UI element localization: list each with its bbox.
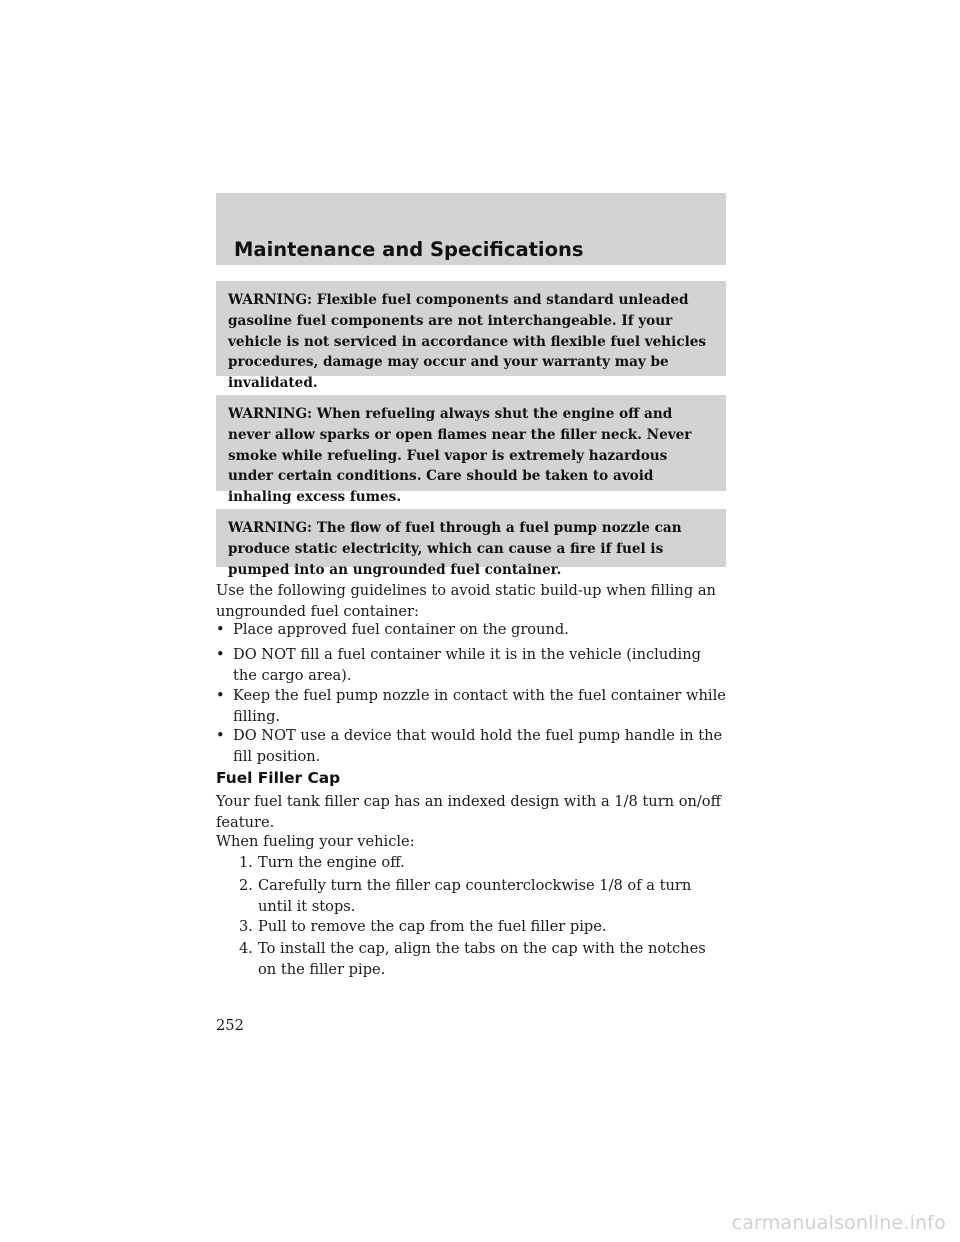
section-title: Maintenance and Specifications: [234, 238, 584, 261]
section-heading: Fuel Filler Cap: [216, 769, 341, 787]
bullet-mark: •: [216, 621, 225, 638]
step-number: 2.: [239, 877, 253, 894]
step-text: Pull to remove the cap from the fuel filler pipe.: [258, 918, 607, 935]
numbered-step: [239, 853, 726, 874]
step-number: 3.: [239, 918, 253, 935]
bullet-mark: •: [216, 727, 225, 744]
list-item-text: Place approved fuel container on the ground.: [233, 621, 569, 638]
step-text: Turn the engine off.: [258, 854, 405, 871]
step-number: 4.: [239, 940, 253, 957]
watermark-text: carmanualsonline.info: [731, 1212, 946, 1234]
page-number: 252: [216, 1017, 244, 1034]
list-item: [216, 726, 726, 767]
step-number: 1.: [239, 854, 253, 871]
list-item: [216, 620, 726, 641]
numbered-step: [239, 939, 726, 980]
bullet-mark: •: [216, 646, 225, 663]
section-paragraph: Your fuel tank filler cap has an indexed design with a 1/8 turn on/off feature.: [216, 793, 721, 831]
list-item-text: DO NOT use a device that would hold the fuel pump handle in the fill position.: [233, 727, 723, 765]
bullet-mark: •: [216, 687, 225, 704]
list-item-text: Keep the fuel pump nozzle in contact with the fuel container while filling.: [233, 687, 726, 725]
steps-lead: When fueling your vehicle:: [216, 833, 415, 850]
numbered-step: [239, 876, 726, 917]
section-header-bar: [216, 193, 726, 265]
list-item: [216, 645, 726, 686]
step-text: Carefully turn the filler cap counterclockwise 1/8 of a turn until it stops.: [258, 877, 692, 915]
list-item-text: DO NOT fill a fuel container while it is in the vehicle (including the cargo area).: [233, 646, 701, 684]
list-item: [216, 686, 726, 727]
warning-box: WARNING: The flow of fuel through a fuel pump nozzle can produce static electricity, which can cause a fire if fuel is pumped into an ungrounded fuel container.: [216, 509, 726, 567]
intro-paragraph: Use the following guidelines to avoid static build-up when filling an ungrounded fuel container:: [216, 582, 716, 620]
step-text: To install the cap, align the tabs on the cap with the notches on the filler pipe.: [258, 940, 706, 978]
warning-box: WARNING: Flexible fuel components and standard unleaded gasoline fuel components are not interchangeable. If your vehicle is not serviced in accordance with flexible fuel vehicles procedures, damage may occur and your warranty may be invalidated.: [216, 281, 726, 376]
numbered-step: [239, 917, 726, 938]
warning-box: WARNING: When refueling always shut the engine off and never allow sparks or open flames near the filler neck. Never smoke while refueling. Fuel vapor is extremely hazardous under certain conditions. Care should be taken to avoid inhaling excess fumes.: [216, 395, 726, 491]
